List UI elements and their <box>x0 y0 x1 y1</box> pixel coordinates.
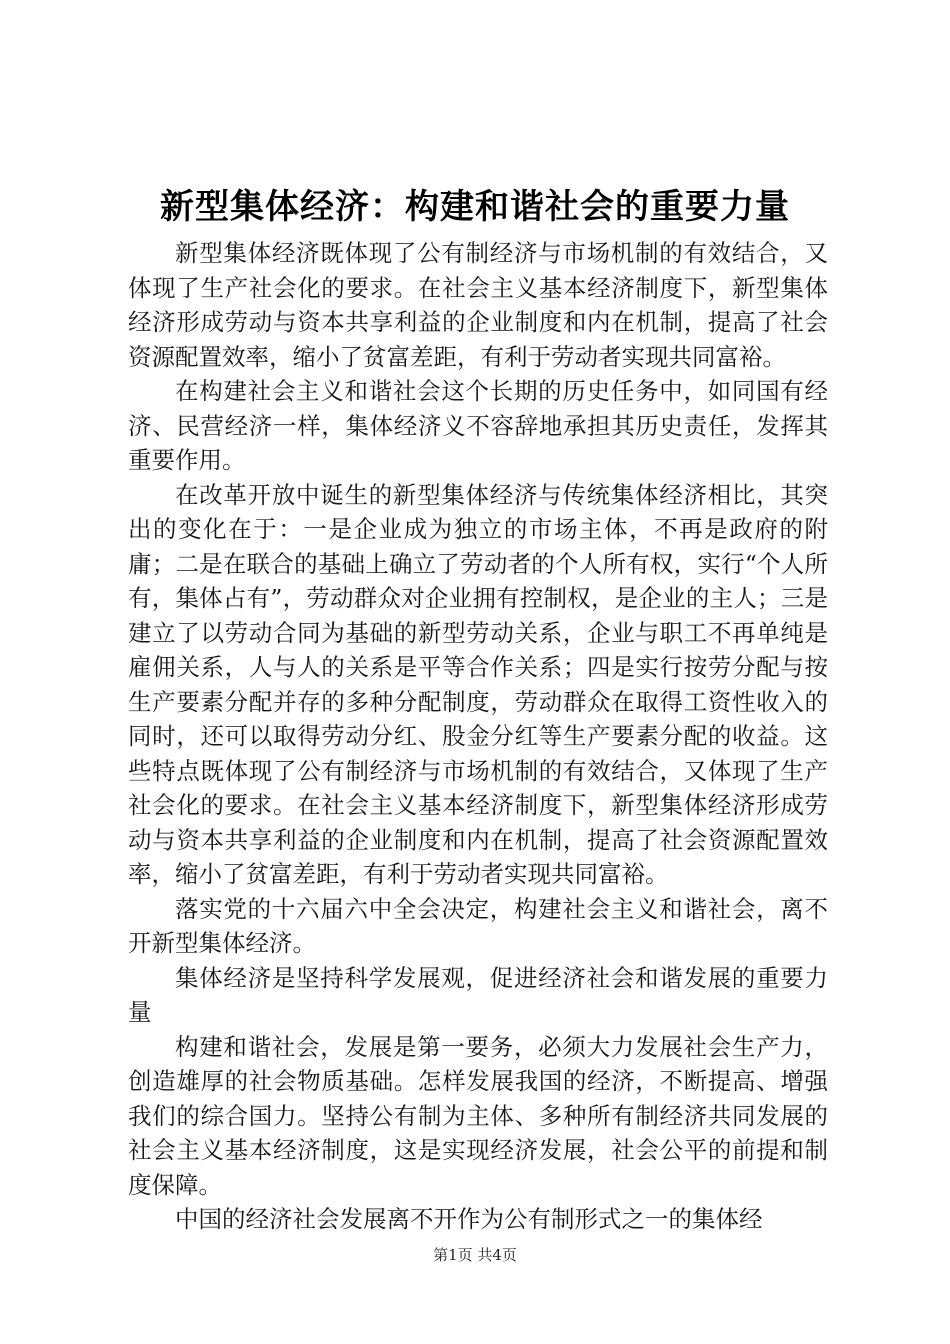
paragraph: 新型集体经济既体现了公有制经济与市场机制的有效结合，又体现了生产社会化的要求。在社会主义基本经济制度下，新型集体经济形成劳动与资本共享利益的企业制度和内在机制，提高了社会资源配置效率，缩小了贫富差距，有利于劳动者实现共同富裕。 <box>128 239 828 371</box>
paragraph: 落实党的十六届六中全会决定，构建社会主义和谐社会，离不开新型集体经济。 <box>128 894 828 957</box>
document-body <box>128 236 828 1237</box>
paragraph: 构建和谐社会，发展是第一要务，必须大力发展社会生产力，创造雄厚的社会物质基础。怎样发展我国的经济，不断提高、增强我们的综合国力。坚持公有制为主体、多种所有制经济共同发展的社会主义基本经济制度，这是实现经济发展，社会公平的前提和制度保障。 <box>128 1032 828 1199</box>
document-title: 新型集体经济：构建和谐社会的重要力量 <box>160 187 790 227</box>
paragraph: 集体经济是坚持科学发展观，促进经济社会和谐发展的重要力量 <box>128 963 828 1026</box>
paragraph: 在改革开放中诞生的新型集体经济与传统集体经济相比，其突出的变化在于：一是企业成为独立的市场主体，不再是政府的附庸；二是在联合的基础上确立了劳动者的个人所有权，实行“个人所有，集体占有”，劳动群众对企业拥有控制权，是企业的主人；三是建立了以劳动合同为基础的新型劳动关系，企业与职工不再单纯是雇佣关系，人与人的关系是平等合作关系；四是实行按劳分配与按生产要素分配并存的多种分配制度，劳动群众在取得工资性收入的同时，还可以取得劳动分红、股金分红等生产要素分配的收益。这些特点既体现了公有制经济与市场机制的有效结合，又体现了生产社会化的要求。在社会主义基本经济制度下，新型集体经济形成劳动与资本共享利益的企业制度和内在机制，提高了社会资源配置效率，缩小了贫富差距，有利于劳动者实现共同富裕。 <box>128 480 828 888</box>
paragraph: 在构建社会主义和谐社会这个长期的历史任务中，如同国有经济、民营经济一样，集体经济义不容辞地承担其历史责任，发挥其重要作用。 <box>128 377 828 474</box>
paragraph: 中国的经济社会发展离不开作为公有制形式之一的集体经 <box>175 1205 763 1233</box>
page-number-footer: 第1页 共4页 <box>433 1246 517 1264</box>
